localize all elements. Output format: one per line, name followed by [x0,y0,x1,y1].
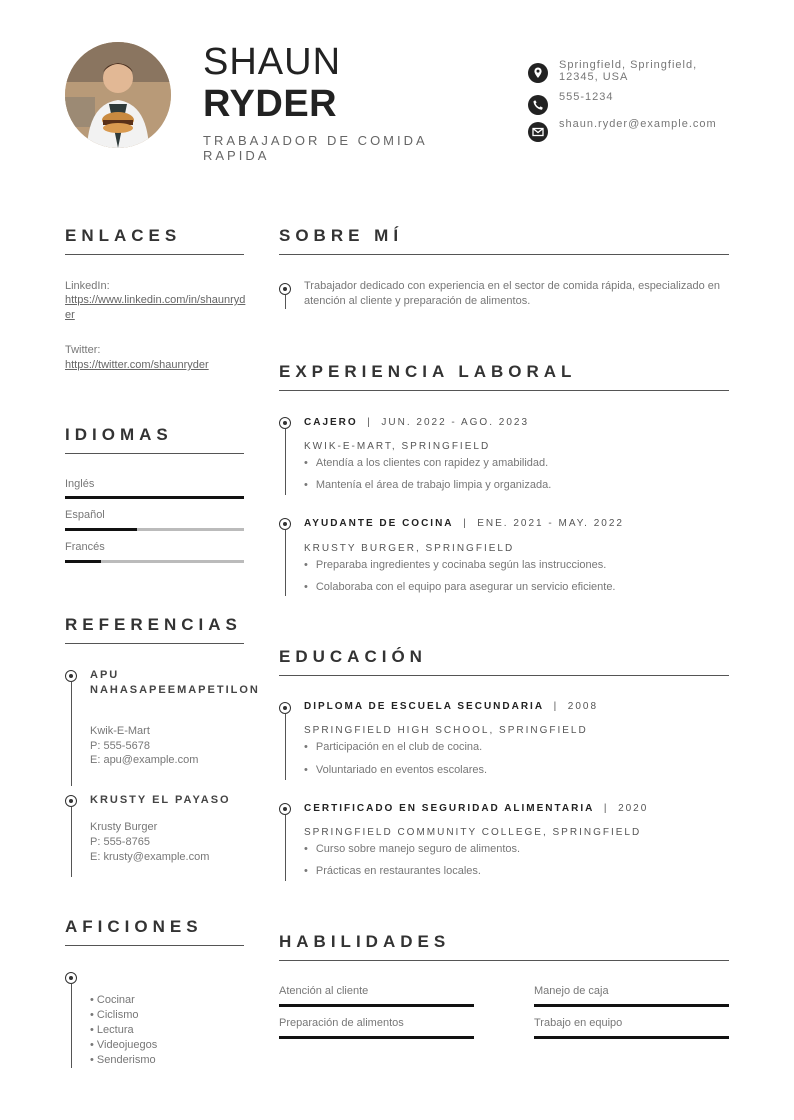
first-name: SHAUN [203,41,342,83]
education-institution: SPRINGFIELD COMMUNITY COLLEGE, SPRINGFIELD [304,827,642,838]
twitter-link[interactable]: https://twitter.com/shaunryder [65,359,209,371]
reference-email: E: apu@example.com [90,754,199,766]
skills-section-title: HABILIDADES [279,932,729,961]
language-level-fill [65,528,137,531]
language-level-bar [65,496,244,499]
timeline-dot [279,518,291,530]
education-institution: SPRINGFIELD HIGH SCHOOL, SPRINGFIELD [304,725,588,736]
education-bullet: • Curso sobre manejo seguro de alimentos. [304,843,520,855]
language-level-bar [65,560,244,563]
education-section-title: EDUCACIÓN [279,647,729,676]
phone-icon [528,95,548,115]
linkedin-label: LinkedIn: [65,280,110,292]
language-label: Inglés [65,478,95,490]
language-level-fill [65,496,244,499]
address-text: Springfield, Springfield, 12345, USA [559,59,698,83]
language-label: Francés [65,541,105,553]
hobby-item: • Ciclismo [90,1009,139,1021]
experience-section-title: EXPERIENCIA LABORAL [279,362,729,391]
skill-label: Manejo de caja [534,985,609,997]
timeline-line [285,429,286,495]
references-section-title: REFERENCIAS [65,615,244,644]
timeline-dot [279,417,291,429]
timeline-dot [65,670,77,682]
hobby-item: • Cocinar [90,994,135,1006]
job-bullet: • Preparaba ingredientes y cocinaba según las instrucciones. [304,559,606,571]
reference-company: Krusty Burger [90,821,158,833]
job-header: CAJERO | JUN. 2022 - AGO. 2023 [304,417,530,428]
timeline-dot [65,972,77,984]
email-text[interactable]: shaun.ryder@example.com [559,118,717,130]
skill-level-bar [534,1004,729,1007]
timeline-dot [279,803,291,815]
timeline-dot [65,795,77,807]
timeline-line [285,714,286,780]
timeline-dot [279,702,291,714]
job-bullet: • Atendía a los clientes con rapidez y amabilidad. [304,457,548,469]
timeline-line [285,530,286,596]
timeline-line [285,295,286,309]
language-level-fill [65,560,101,563]
job-title: TRABAJADOR DE COMIDA RAPIDA [203,133,427,163]
job-bullet: • Mantenía el área de trabajo limpia y organizada. [304,479,551,491]
reference-company: Kwik-E-Mart [90,725,150,737]
timeline-line [71,984,72,1068]
email-icon [528,122,548,142]
languages-section-title: IDIOMAS [65,425,244,454]
skill-label: Atención al cliente [279,985,369,997]
job-bullet: • Colaboraba con el equipo para asegurar un servicio eficiente. [304,581,616,593]
job-header: AYUDANTE DE COCINA | ENE. 2021 - MAY. 2022 [304,518,624,529]
last-name: RYDER [203,83,338,125]
job-employer: KRUSTY BURGER, SPRINGFIELD [304,543,515,554]
skill-level-bar [279,1036,474,1039]
reference-phone: P: 555-5678 [90,740,150,752]
timeline-line [71,682,72,786]
hobbies-list [90,993,157,1068]
reference-email: E: krusty@example.com [90,851,210,863]
location-pin-icon [528,63,548,83]
about-text: Trabajador dedicado con experiencia en el sector de comida rápida, especializado en atención al cliente y preparación de alimentos. [304,280,721,307]
timeline-line [285,815,286,881]
education-header: DIPLOMA DE ESCUELA SECUNDARIA | 2008 [304,701,599,712]
education-header: CERTIFICADO EN SEGURIDAD ALIMENTARIA | 2020 [304,803,649,814]
twitter-label: Twitter: [65,344,101,356]
phone-text[interactable]: 555-1234 [559,91,614,103]
skill-label: Preparación de alimentos [279,1017,404,1029]
hobbies-section-title: AFICIONES [65,917,244,946]
profile-photo [65,42,171,148]
links-section-title: ENLACES [65,226,244,255]
language-level-bar [65,528,244,531]
about-section-title: SOBRE MÍ [279,226,729,255]
timeline-line [71,807,72,877]
hobby-item: • Senderismo [90,1054,156,1066]
language-label: Español [65,509,105,521]
skill-label: Trabajo en equipo [534,1017,623,1029]
reference-name: APU NAHASAPEEMAPETILON [90,669,260,696]
job-employer: KWIK-E-MART, SPRINGFIELD [304,441,491,452]
education-bullet: • Prácticas en restaurantes locales. [304,865,481,877]
education-bullet: • Voluntariado en eventos escolares. [304,764,487,776]
linkedin-link[interactable]: https://www.linkedin.com/in/shaunryder [65,294,246,321]
reference-phone: P: 555-8765 [90,836,150,848]
education-bullet: • Participación en el club de cocina. [304,741,482,753]
skill-level-bar [534,1036,729,1039]
skill-level-bar [279,1004,474,1007]
hobby-item: • Videojuegos [90,1039,158,1051]
reference-name: KRUSTY EL PAYASO [90,794,231,806]
timeline-dot [279,283,291,295]
hobby-item: • Lectura [90,1024,134,1036]
